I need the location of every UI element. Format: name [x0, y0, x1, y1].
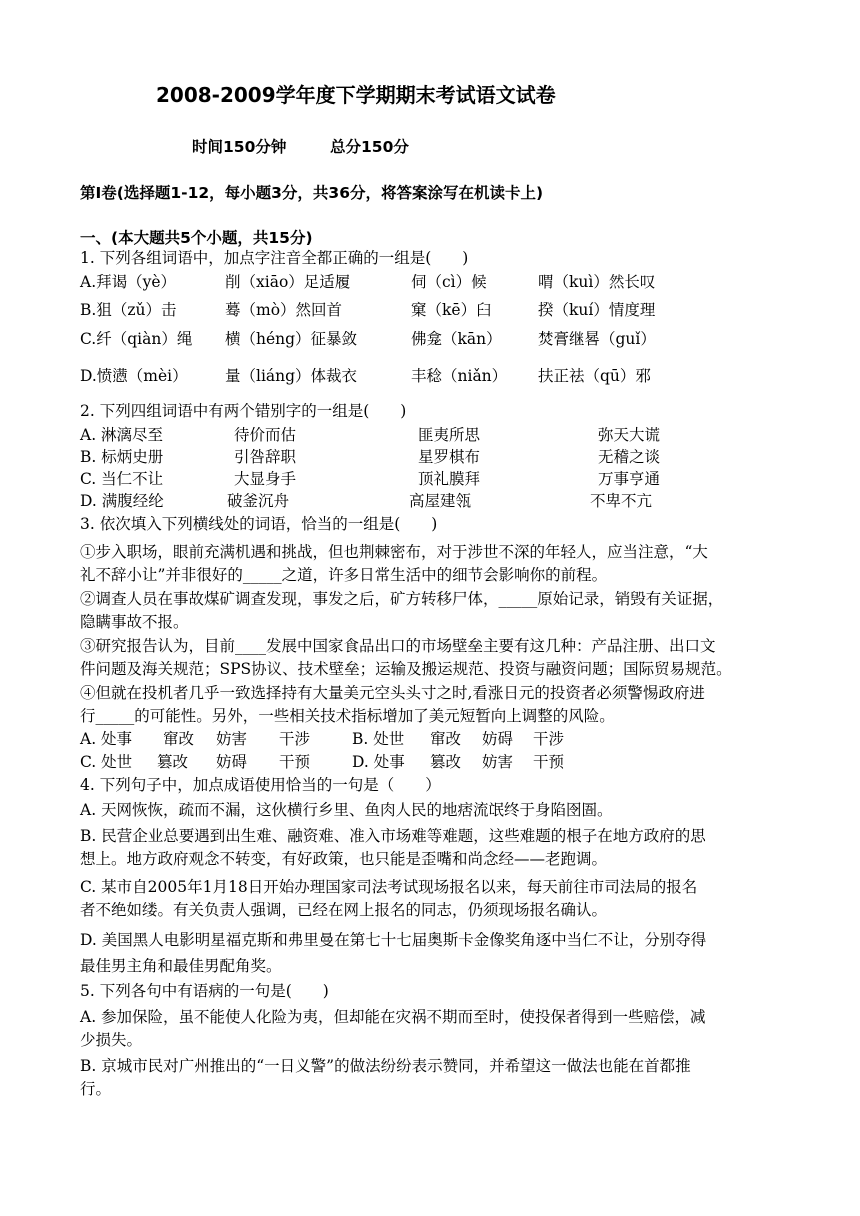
q4-line: 想上。地方政府观念不转变，有好政策，也只能是歪嘴和尚念经——老跑调。: [80, 850, 608, 868]
q3-option-word: 篡改: [430, 753, 462, 771]
q1-a-col4: 喟（kuì）然长叹: [538, 273, 656, 291]
q1-a-col1: A.拜谒（yè）: [80, 273, 177, 291]
q5-line: 行。: [80, 1080, 112, 1098]
q2-c-col4: 万事亨通: [598, 470, 661, 488]
q1-a-col3: 伺（cì）候: [411, 273, 487, 291]
q3-option-word: 窜改: [163, 730, 195, 748]
q3-line: ③研究报告认为，目前____发展中国家食品出口的市场壁垒主要有这几种：产品注册、出口文: [80, 637, 716, 655]
q3-option-word: 干预: [279, 753, 311, 771]
q3-option-word: 篡改: [157, 753, 189, 771]
q5-line: 少损失。: [80, 1031, 143, 1049]
score-info: 总分150分: [330, 138, 409, 156]
q3-line: 礼不辞小让”并非很好的_____之道，许多日常生活中的细节会影响你的前程。: [80, 566, 608, 584]
q4-line: 者不绝如缕。有关负责人强调，已经在网上报名的同志，仍须现场报名确认。: [80, 901, 608, 919]
q3-option-c: C. 处世: [80, 753, 133, 771]
q5-line: B. 京城市民对广州推出的“一日义警”的做法纷纷表示赞同，并希望这一做法也能在首都推: [80, 1057, 691, 1075]
q1-c-col4: 焚膏继晷（guǐ）: [538, 330, 656, 348]
q1-b-col1: B.狙（zǔ）击: [80, 301, 177, 319]
q2-c-col2: 大显身手: [234, 470, 297, 488]
q3-option-word: 妨害: [216, 730, 248, 748]
q2-b-col3: 星罗棋布: [418, 448, 481, 466]
section1-header: 一、(本大题共5个小题，共15分): [80, 229, 313, 247]
q2-a-col1: A. 淋漓尽至: [80, 426, 164, 444]
q4-line: C. 某市自2005年1月18日开始办理国家司法考试现场报名以来，每天前往市司法局的报名: [80, 878, 698, 896]
q2-a-col2: 待价而估: [234, 426, 297, 444]
q1-c-col1: C.纤（qiàn）绳: [80, 330, 193, 348]
q3-option-b: B. 处世: [352, 730, 405, 748]
q2-a-col4: 弥天大谎: [598, 426, 661, 444]
q1-d-col1: D.愤懑（mèi）: [80, 367, 188, 385]
q2-b-col4: 无稽之谈: [598, 448, 661, 466]
q3-line: 隐瞒事故不报。: [80, 613, 189, 631]
time-info: 时间150分钟: [192, 138, 287, 156]
q3-option-word: 妨碍: [216, 753, 248, 771]
q2-b-col2: 引咎辞职: [234, 448, 297, 466]
q4-line: 最佳男主角和最佳男配角奖。: [80, 957, 282, 975]
q1-b-col4: 揆（kuí）情度理: [538, 301, 656, 319]
q3-option-a: A. 处事: [80, 730, 133, 748]
q1-c-col2: 横（héng）征暴敛: [225, 330, 358, 348]
q3-stem: 3. 依次填入下列横线处的词语，恰当的一组是( ): [80, 515, 438, 533]
q1-stem: 1. 下列各组词语中，加点字注音全都正确的一组是( ): [80, 249, 469, 267]
q4-line: B. 民营企业总要遇到出生难、融资难、准入市场难等难题，这些难题的根子在地方政府的思: [80, 827, 706, 845]
q1-b-col2: 蓦（mò）然回首: [225, 301, 343, 319]
q3-line: 件问题及海关规范；SPS协议、技术壁垒；运输及搬运规范、投资与融资问题；国际贸易规范。: [80, 660, 732, 678]
q2-d-col1: D. 满腹经纶: [80, 492, 164, 510]
q3-option-word: 妨害: [482, 753, 514, 771]
q2-c-col3: 顶礼膜拜: [418, 470, 481, 488]
q3-line: ①步入职场，眼前充满机遇和挑战，但也荆棘密布，对于涉世不深的年轻人，应当注意，“大: [80, 543, 708, 561]
q4-stem: 4. 下列句子中，加点成语使用恰当的一句是（ ）: [80, 776, 441, 794]
q3-line: ②调查人员在事故煤矿调查发现，事发之后，矿方转移尸体，_____原始记录，销毁有关证据，: [80, 590, 724, 608]
q3-option-word: 妨碍: [482, 730, 514, 748]
q3-option-word: 窜改: [430, 730, 462, 748]
q3-option-word: 干预: [533, 753, 565, 771]
q1-d-col4: 扶正祛（qū）邪: [538, 367, 651, 385]
q3-option-word: 干涉: [279, 730, 311, 748]
q4-line: D. 美国黑人电影明星福克斯和弗里曼在第七十七届奥斯卡金像奖角逐中当仁不让，分别夺得: [80, 931, 707, 949]
q1-a-col2: 削（xiāo）足适履: [225, 273, 351, 291]
q2-d-col2: 破釜沉舟: [227, 492, 290, 510]
q3-line: ④但就在投机者几乎一致选择持有大量美元空头头寸之时,看涨日元的投资者必须警惕政府进: [80, 684, 705, 702]
q5-stem: 5. 下列各句中有语病的一句是( ): [80, 982, 329, 1000]
q3-line: 行_____的可能性。另外，一些相关技术指标增加了美元短暂向上调整的风险。: [80, 707, 615, 725]
part1-header: 第Ⅰ卷(选择题1-12，每小题3分，共36分，将答案涂写在机读卡上): [80, 184, 544, 202]
q1-b-col3: 窠（kē）臼: [411, 301, 492, 319]
q3-option-d: D. 处事: [352, 753, 405, 771]
q2-d-col4: 不卑不亢: [590, 492, 653, 510]
q1-d-col3: 丰稔（niǎn）: [411, 367, 508, 385]
q3-option-word: 干涉: [533, 730, 565, 748]
q2-stem: 2. 下列四组词语中有两个错别字的一组是( ): [80, 402, 407, 420]
exam-title: 2008-2009学年度下学期期末考试语文试卷: [156, 83, 556, 107]
q1-c-col3: 佛龛（kān）: [411, 330, 502, 348]
q2-a-col3: 匪夷所思: [418, 426, 481, 444]
q5-line: A. 参加保险，虽不能使人化险为夷，但却能在灾祸不期而至时，使投保者得到一些赔偿，减: [80, 1008, 706, 1026]
q2-c-col1: C. 当仁不让: [80, 470, 164, 488]
q2-b-col1: B. 标炳史册: [80, 448, 164, 466]
q4-line: A. 天网恢恢，疏而不漏，这伙横行乡里、鱼肉人民的地痞流氓终于身陷囹圄。: [80, 801, 613, 819]
q1-d-col2: 量（liáng）体裁衣: [225, 367, 358, 385]
q2-d-col3: 高屋建瓴: [409, 492, 472, 510]
